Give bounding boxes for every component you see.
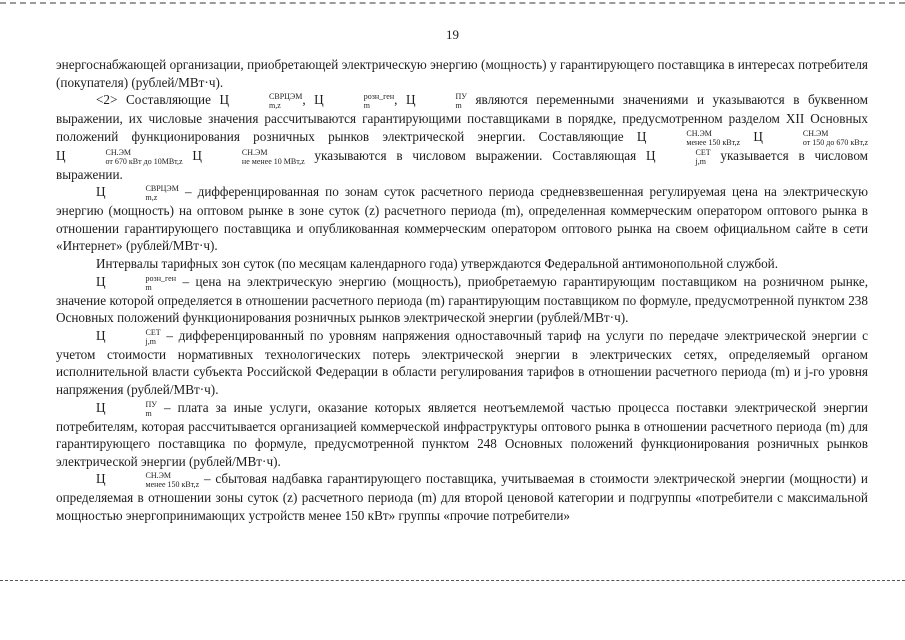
- symbol-superscript: ПУ: [145, 399, 157, 409]
- text-run: – цена на электрическую энергию (мощность), приобретаемую гарантирующим поставщиком на розничном рынке, значение которой определяется в отношении расчетного периода (m) гарантирующим поставщиком по формуле, предусмотренной пунктом 238 Основных положений функционирования розничных рынков электрической энергии (рублей/МВт·ч).: [56, 273, 868, 326]
- formula-symbol: [192, 147, 305, 166]
- symbol-superscript: СН.ЭМ: [145, 471, 172, 481]
- symbol-indices: [106, 400, 157, 418]
- symbol-superscript: СЕТ: [695, 147, 711, 157]
- formula-symbol: [96, 273, 176, 292]
- text-run: [740, 129, 753, 144]
- text-run: [183, 148, 193, 163]
- symbol-subscript: менее 150 кВт,z: [145, 480, 200, 490]
- formula-symbol: [753, 128, 868, 147]
- symbol-indices: [106, 184, 179, 202]
- symbol-superscript: СН.ЭМ: [802, 128, 829, 138]
- symbol-subscript: m: [363, 101, 370, 111]
- symbol-indices: [646, 129, 740, 147]
- text-run: – дифференцированная по зонам суток расчетного периода средневзвешенная регулируемая цена на электрическую энергию (мощность) на оптовом рынке в зоне суток (z) расчетного периода (m), определенная коммерческим оператором оптового рынка в отношении гарантирующего поставщика и опубликованная коммерческим оператором оптового рынка на своем официальном сайте в сети «Интернет» (рублей/МВт·ч).: [56, 184, 868, 254]
- symbol-subscript: j,m: [695, 156, 706, 166]
- symbol-superscript: розн_ген: [363, 92, 395, 102]
- paragraph-set-definition: [56, 327, 868, 399]
- symbol-base: Ц: [96, 471, 106, 487]
- formula-symbol: [405, 92, 467, 111]
- symbol-superscript: СН.ЭМ: [686, 128, 712, 138]
- symbol-superscript: СЕТ: [145, 327, 161, 337]
- symbol-indices: [324, 92, 394, 110]
- text-run: энергоснабжающей организации, приобретающей электрическую энергию (мощность) у гарантирующего поставщика в интересах потребителя (покупателя) (рублей/МВт·ч).: [56, 57, 868, 90]
- symbol-subscript: j,m: [145, 336, 156, 346]
- text-run: указывается в числовом выражении.: [56, 147, 869, 182]
- symbol-base: Ц: [753, 128, 763, 144]
- symbol-indices: [416, 92, 467, 110]
- paragraph-pu-definition: [56, 399, 868, 471]
- symbol-subscript: m,z: [145, 193, 158, 203]
- formula-symbol: [96, 327, 161, 346]
- formula-symbol: [96, 184, 179, 203]
- paragraph-tariff-zones: [56, 255, 868, 273]
- text-run: – сбытовая надбавка гарантирующего поставщика, учитываемая в стоимости электрической энергии (мощности) и определяемая в отношении зоны суток (z) расчетного периода (m) для второй ценовой категории и подгруппы «потребители с максимальной мощностью энергопринимающих устройств менее 150 кВт» группы «прочие потребители»: [56, 471, 868, 523]
- symbol-base: Ц: [192, 147, 202, 163]
- symbol-base: Ц: [96, 327, 106, 343]
- symbol-subscript: m: [145, 282, 152, 292]
- symbol-superscript: СН.ЭМ: [241, 147, 268, 157]
- formula-symbol: [219, 92, 303, 111]
- formula-symbol: [56, 147, 183, 166]
- text-run: ,: [302, 92, 315, 108]
- symbol-base: Ц: [314, 92, 324, 108]
- symbol-subscript: не менее 10 МВт,z: [241, 156, 305, 166]
- symbol-superscript: ПУ: [455, 92, 467, 102]
- symbol-indices: [106, 471, 200, 489]
- formula-symbol: [96, 399, 157, 418]
- symbol-indices: [202, 148, 305, 166]
- symbol-subscript: от 670 кВт до 10МВт,z: [105, 156, 183, 166]
- symbol-base: Ц: [405, 92, 416, 108]
- symbol-base: Ц: [96, 273, 106, 289]
- paragraph-note-2: [56, 91, 868, 183]
- symbol-subscript: m: [145, 408, 152, 418]
- formula-symbol: [314, 92, 395, 111]
- symbol-superscript: розн_ген: [145, 273, 176, 283]
- formula-symbol: [636, 128, 741, 147]
- text-run: указываются в числовом выражении. Составляющая: [304, 147, 646, 163]
- symbol-superscript: СН.ЭМ: [105, 147, 132, 157]
- symbol-indices: [106, 328, 161, 346]
- symbol-base: Ц: [96, 184, 106, 200]
- text-run: – плата за иные услуги, оказание которых является неотъемлемой частью процесса поставки электрической энергии потребителям, которая рассчитывается организацией коммерческой инфраструктуры оптового рынка в отношении расчетного периода (m) для гарантирующего поставщика по формуле, предусмотренной пунктом 248 Основных положений функционирования розничных рынков электрической энергии (рублей/МВт·ч).: [56, 399, 868, 469]
- text-run: Интервалы тарифных зон суток (по месяцам календарного года) утверждаются Федеральной антимонопольной службой.: [96, 256, 779, 272]
- page-number: 19: [446, 27, 459, 42]
- symbol-indices: [66, 148, 183, 166]
- paragraph-svrcem-definition: [56, 183, 868, 255]
- text-run: являются переменными значениями и указываются в буквенном выражении, их числовые значения рассчитываются гарантирующими поставщиками в порядке, предусмотренном разделом XII Основных положений функционирования розничных рынков электрической энергии. Составляющие: [56, 92, 868, 144]
- symbol-subscript: m,z: [269, 101, 281, 111]
- paragraph-sn-em-definition: [56, 470, 868, 524]
- symbol-indices: [656, 148, 711, 166]
- top-scan-edge: [0, 2, 905, 4]
- symbol-superscript: СВРЦЭМ: [269, 92, 303, 102]
- symbol-superscript: СВРЦЭМ: [145, 184, 179, 194]
- symbol-subscript: менее 150 кВт,z: [686, 137, 741, 147]
- text-run: – дифференцированный по уровням напряжения одноставочный тариф на услуги по передаче электрической энергии с учетом стоимости нормативных технологических потерь электрической энергии в электрических сетях, определяемый органом исполнительной власти субъекта Российской Федерации в области регулирования тарифов в отношении расчетного периода (m) и j-го уровня напряжения (рублей/МВт·ч).: [56, 327, 868, 397]
- formula-symbol: [645, 147, 711, 166]
- paragraph-continuation: [56, 56, 868, 91]
- symbol-base: Ц: [636, 128, 647, 144]
- symbol-base: Ц: [56, 147, 66, 163]
- paragraph-rozn-gen-definition: [56, 273, 868, 327]
- symbol-indices: [763, 129, 868, 147]
- text-run: <2> Составляющие: [96, 92, 220, 108]
- symbol-subscript: m: [455, 101, 462, 111]
- symbol-indices: [106, 274, 176, 292]
- symbol-subscript: от 150 до 670 кВт,z: [802, 137, 868, 147]
- document-body: [56, 56, 868, 524]
- symbol-base: Ц: [219, 92, 230, 108]
- symbol-base: Ц: [96, 399, 106, 415]
- formula-symbol: [96, 471, 200, 490]
- text-run: ,: [394, 92, 406, 108]
- bottom-scan-edge: [0, 580, 905, 581]
- symbol-base: Ц: [645, 147, 656, 163]
- symbol-indices: [229, 92, 302, 110]
